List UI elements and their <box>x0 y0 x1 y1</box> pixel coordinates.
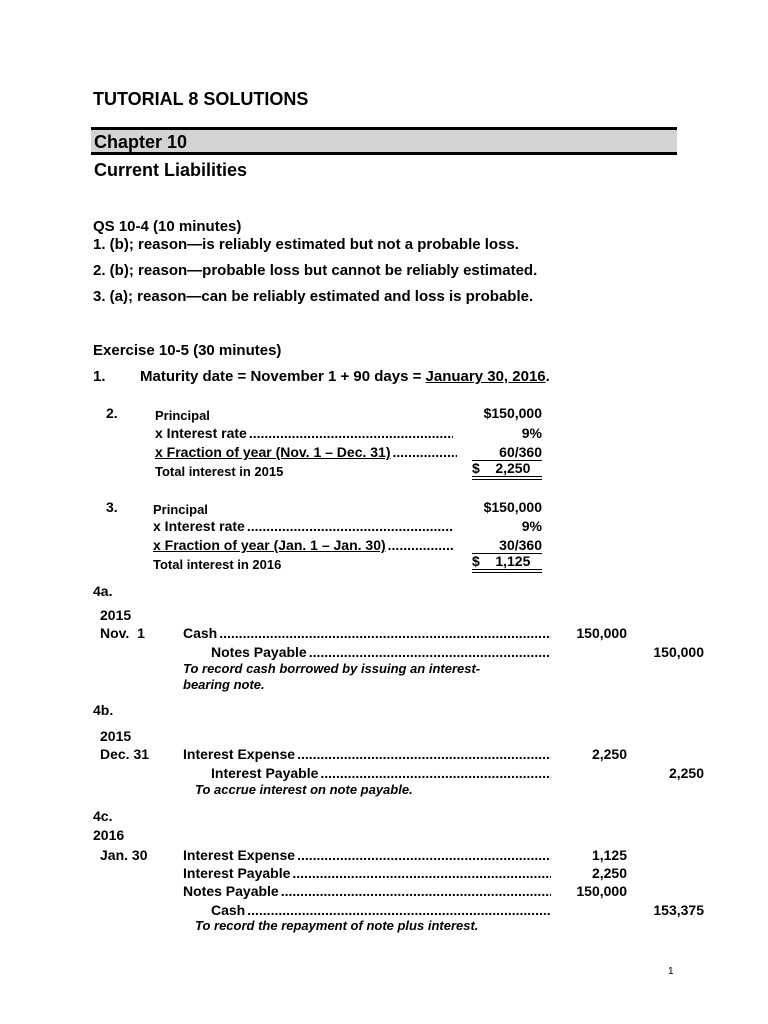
calc3-total-label: Total interest in 2016 <box>153 557 282 572</box>
calc2-principal-label: Principal <box>155 408 210 423</box>
calc3-fraction-value: 30/360 <box>472 537 542 554</box>
calc3-rate-label: x Interest rate <box>153 518 245 534</box>
j4a-credit-account: Notes Payable <box>211 644 307 660</box>
ex-item1-text: Maturity date = November 1 + 90 days = <box>140 368 426 385</box>
calc2-principal-value: $150,000 <box>483 405 542 421</box>
j4c-debit3-account: Notes Payable <box>183 883 279 899</box>
page-number: 1 <box>668 966 674 977</box>
calc3-principal-label: Principal <box>153 502 208 517</box>
j4c-year: 2016 <box>93 827 125 843</box>
page-title: TUTORIAL 8 SOLUTIONS <box>93 89 309 109</box>
j4a-label: 4a. <box>93 583 113 599</box>
j4b-label: 4b. <box>93 702 114 718</box>
j4b-credit-row <box>211 765 551 781</box>
calc2-fraction-label: x Fraction of year (Nov. 1 – Dec. 31) <box>155 444 391 460</box>
j4c-debit2-amount: 2,250 <box>591 865 627 881</box>
j4a-debit-account: Cash <box>183 625 218 641</box>
j4b-debit-amount: 2,250 <box>591 746 627 762</box>
ex-item1-num: 1. <box>93 368 106 385</box>
calc2-total-label: Total interest in 2015 <box>155 464 284 479</box>
j4b-memo: To accrue interest on note payable. <box>195 782 413 797</box>
j4c-memo: To record the repayment of note plus interest. <box>195 918 479 933</box>
j4b-year: 2015 <box>100 728 132 744</box>
qs-heading: QS 10-4 (10 minutes) <box>93 218 242 235</box>
qs-item-2: 2. (b); reason—probable loss but cannot be reliably estimated. <box>93 262 538 279</box>
calc3-rate-row <box>153 518 453 534</box>
j4c-debit2-row <box>183 865 551 881</box>
j4a-memo-line1: To record cash borrowed by issuing an interest- <box>183 661 481 676</box>
j4c-label: 4c. <box>93 808 113 824</box>
calc3-num: 3. <box>106 499 118 515</box>
j4c-credit-row <box>211 902 551 918</box>
j4c-debit3-row <box>183 883 551 899</box>
ex-item1-end: . <box>545 368 550 385</box>
j4c-credit-amount: 153,375 <box>653 902 704 918</box>
calc2-fraction-row <box>155 444 457 460</box>
maturity-date: January 30, 2016 <box>425 368 546 385</box>
calc3-fraction-row <box>153 537 453 553</box>
j4a-memo-line2: bearing note. <box>183 677 265 692</box>
j4c-debit1-row <box>183 847 551 863</box>
calc2-rate-row <box>155 425 453 441</box>
calc3-fraction-label: x Fraction of year (Jan. 1 – Jan. 30) <box>153 537 386 553</box>
calc3-total-value: $ 1,125 <box>472 554 542 573</box>
calc2-rate-value: 9% <box>521 425 542 441</box>
j4a-date: Nov. 1 <box>100 625 145 641</box>
chapter-heading: Chapter 10 <box>94 132 188 152</box>
j4a-year: 2015 <box>100 607 132 623</box>
calc3-principal-value: $150,000 <box>483 499 542 515</box>
calc2-total-value: $ 2,250 <box>472 461 542 480</box>
calc3-rate-value: 9% <box>521 518 542 534</box>
j4a-credit-row <box>211 644 551 660</box>
j4c-debit1-account: Interest Expense <box>183 847 296 863</box>
j4c-date: Jan. 30 <box>100 847 148 863</box>
qs-item-1: 1. (b); reason—is reliably estimated but not a probable loss. <box>93 236 519 253</box>
j4b-credit-account: Interest Payable <box>211 765 319 781</box>
j4b-date: Dec. 31 <box>100 746 150 762</box>
j4c-debit3-amount: 150,000 <box>576 883 627 899</box>
ex-item1-line <box>140 368 550 385</box>
j4b-debit-account: Interest Expense <box>183 746 296 762</box>
chapter-subtitle: Current Liabilities <box>94 160 248 180</box>
calc2-fraction-value: 60/360 <box>472 444 542 461</box>
j4a-credit-amount: 150,000 <box>653 644 704 660</box>
qs-item-3: 3. (a); reason—can be reliably estimated and loss is probable. <box>93 288 534 305</box>
j4a-debit-amount: 150,000 <box>576 625 627 641</box>
j4c-credit-account: Cash <box>211 902 246 918</box>
j4c-debit2-account: Interest Payable <box>183 865 291 881</box>
calc2-num: 2. <box>106 405 118 421</box>
j4c-debit1-amount: 1,125 <box>591 847 627 863</box>
exercise-heading: Exercise 10-5 (30 minutes) <box>93 342 282 359</box>
calc2-rate-label: x Interest rate <box>155 425 247 441</box>
j4a-debit-row <box>183 625 551 641</box>
j4b-debit-row <box>183 746 551 762</box>
j4b-credit-amount: 2,250 <box>668 765 704 781</box>
